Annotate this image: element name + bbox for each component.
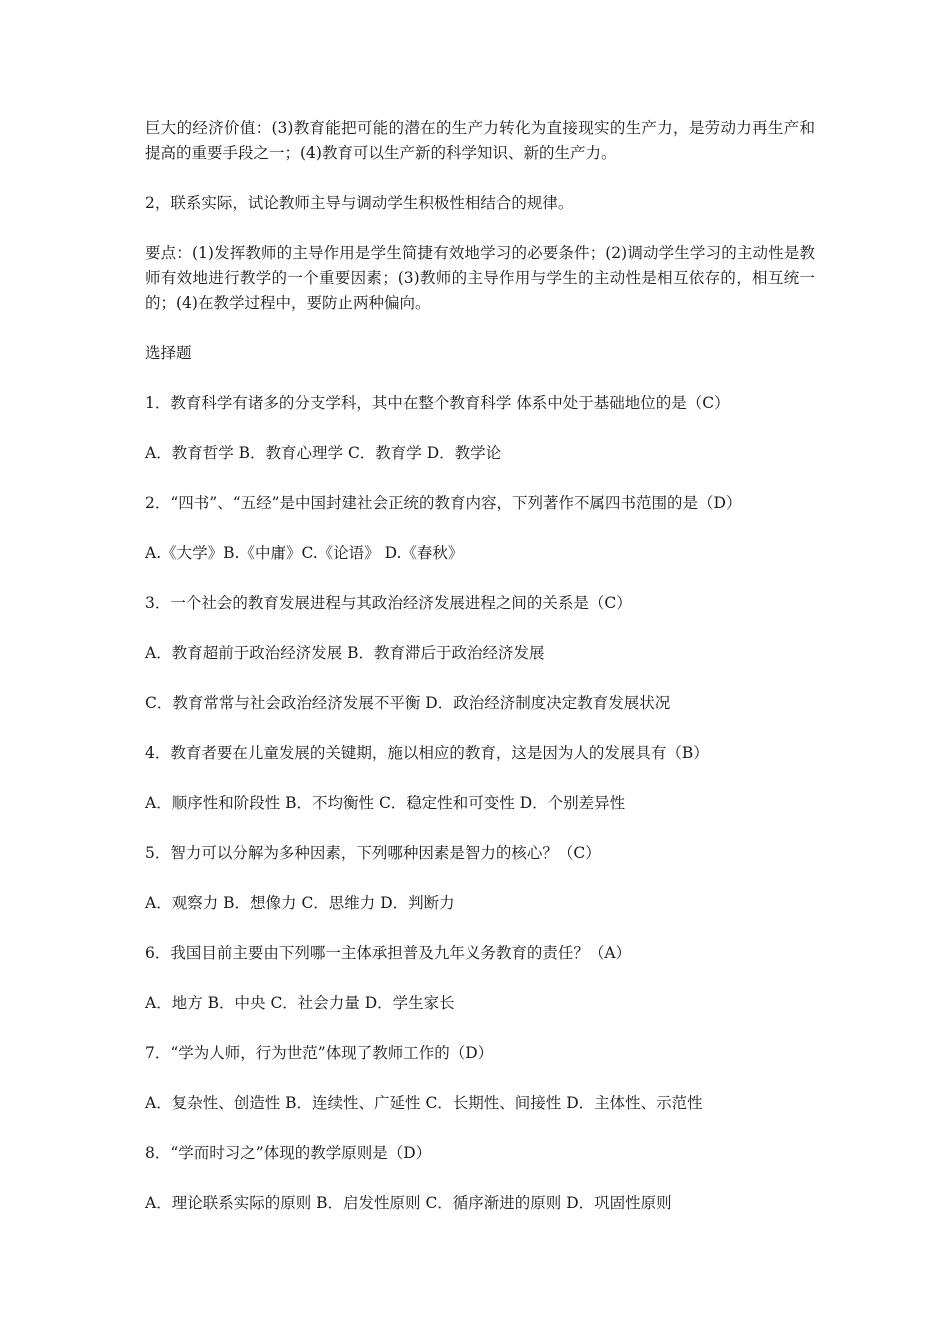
question-6: 6．我国目前主要由下列哪一主体承担普及九年义务教育的责任？（A）: [145, 944, 632, 962]
question-4: 4．教育者要在儿童发展的关键期，施以相应的教育，这是因为人的发展具有（B）: [145, 744, 709, 762]
document-body: [145, 116, 815, 1241]
question-3-options-cd: C．教育常常与社会政治经济发展不平衡 D．政治经济制度决定教育发展状况: [145, 694, 671, 712]
question-2-options: A.《大学》B.《中庸》C.《论语》 D.《春秋》: [145, 544, 464, 562]
essay-question-2: 2，联系实际，试论教师主导与调动学生积极性相结合的规律。: [145, 194, 574, 212]
paragraph-economic-value: 巨大的经济价值：(3)教育能把可能的潜在的生产力转化为直接现实的生产力，是劳动力再生产和提高的重要手段之一；(4)教育可以生产新的科学知识、新的生产力。: [145, 119, 815, 162]
question-3: 3．一个社会的教育发展进程与其政治经济发展进程之间的关系是（C）: [145, 594, 632, 612]
question-6-options: A．地方 B．中央 C．社会力量 D．学生家长: [145, 994, 455, 1012]
question-7-options: A．复杂性、创造性 B．连续性、广延性 C．长期性、间接性 D．主体性、示范性: [145, 1094, 703, 1112]
question-1-options: A．教育哲学 B．教育心理学 C．教育学 D．教学论: [145, 444, 502, 462]
question-7: 7．“学为人师，行为世范”体现了教师工作的（D）: [145, 1044, 494, 1062]
section-heading-multiple-choice: 选择题: [145, 344, 192, 362]
question-5: 5．智力可以分解为多种因素，下列哪种因素是智力的核心？（C）: [145, 844, 601, 862]
question-2: 2．“四书”、“五经”是中国封建社会正统的教育内容，下列著作不属四书范围的是（D）: [145, 494, 742, 512]
essay-answer-key-points: 要点：(1)发挥教师的主导作用是学生简捷有效地学习的必要条件；(2)调动学生学习的主动性是教师有效地进行教学的一个重要因素；(3)教师的主导作用与学生的主动性是相互依存的，相互统一的；(4)在教学过程中，要防止两种偏向。: [145, 244, 815, 312]
question-8-options: A．理论联系实际的原则 B．启发性原则 C．循序渐进的原则 D．巩固性原则: [145, 1194, 672, 1212]
question-5-options: A．观察力 B．想像力 C．思维力 D．判断力: [145, 894, 455, 912]
question-8: 8．“学而时习之”体现的教学原则是（D）: [145, 1144, 432, 1162]
question-3-options-ab: A．教育超前于政治经济发展 B．教育滞后于政治经济发展: [145, 644, 545, 662]
question-1: 1．教育科学有诸多的分支学科，其中在整个教育科学 体系中处于基础地位的是（C）: [145, 394, 730, 412]
question-4-options: A．顺序性和阶段性 B．不均衡性 C．稳定性和可变性 D．个别差异性: [145, 794, 626, 812]
